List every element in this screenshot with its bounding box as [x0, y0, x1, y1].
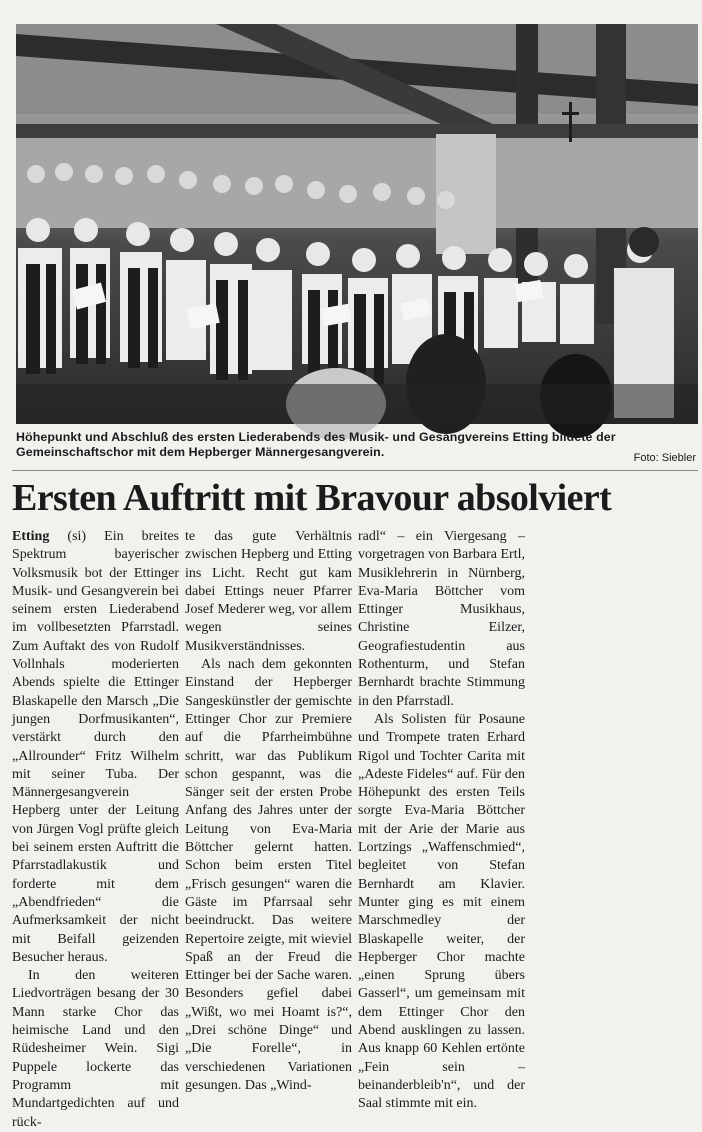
article-headline: Ersten Auftritt mit Bravour absolviert — [12, 477, 612, 519]
photo-credit: Foto: Siebler — [633, 452, 696, 464]
dateline: Etting — [12, 529, 50, 544]
section-divider — [12, 470, 698, 471]
paragraph: Als nach dem gekonnten Einstand der Hepberger Sangeskünstler der gemischte Ettinger Chor zur Premiere auf die Pfarrheimbühne schritt, war das Publikum schon gespannt, was die Sänger seit der ersten Probe Anfang des Jahres unter der Leitung von Eva-Maria Böttcher gelernt hatten. Schon beim ersten Titel „Frisch gesungen“ waren die Gäste im Pfarrsaal sehr beeindruckt. Das weitere Repertoire zeigte, mit wieviel Spaß an der Freud die Ettinger bei der Sache waren. Besonders gefiel dabei „Wißt, wo mei Hoamt is?“, „Drei schöne Dinge“ und „Die Forelle“, in verschiedenen Variationen gesungen. Das „Wind- — [185, 657, 352, 1093]
paragraph: te das gute Verhältnis zwischen Hepberg und Etting ins Licht. Recht gut kam dabei Ettings neuer Pfarrer Josef Mederer weg, vor allem wegen seines Musikverständnisses. — [185, 529, 352, 654]
choir-photo — [16, 24, 698, 424]
article-column-3 — [358, 528, 525, 1112]
photo-caption: Höhepunkt und Abschluß des ersten Liederabends des Musik- und Gesangvereins Etting bildete der Gemeinschaftschor mit dem Hepberger Männergesangverein. — [16, 430, 616, 459]
article-body — [12, 528, 698, 1130]
article-column-2 — [185, 528, 352, 1093]
paragraph: radl“ – ein Viergesang – vorgetragen von Barbara Ertl, Musiklehrerin in Nürnberg, Eva-Maria Böttcher vom Ettinger Musikhaus, Christine Eilzer, Geografiestudentin aus Rothenturm, und Stefan Bernhardt brachte Stimmung in den Pfarrstadl. — [358, 529, 525, 709]
paragraph — [12, 528, 179, 967]
article-column-1 — [12, 528, 179, 1130]
choir-photo-drawing — [16, 24, 698, 424]
paragraph: In den weiteren Liedvorträgen besang der 30 Mann starke Chor das heimische Land und den Rüdesheimer Wein. Sigi Puppele lockerte das Programm mit Mundartgedichten auf und rück- — [12, 968, 179, 1130]
paragraph: Als Solisten für Posaune und Trompete traten Erhard Rigol und Tochter Carita mit „Adeste Fideles“ auf. Für den Höhepunkt des ersten Teils sorgte Eva-Maria Böttcher mit der Arie der Marie aus Lortzings „Waffenschmied“, begleitet von Stefan Bernhardt am Klavier. Munter ging es mit einem Marschmedley der Blaskapelle weiter, der Hepberger Chor machte „einen Sprung übers Gasserl“, um gemeinsam mit dem Ettinger Chor den Abend ausklingen zu lassen. Aus knapp 60 Kehlen ertönte „Fein sein – beinanderbleib'n“, und der Saal stimmte mit ein. — [358, 711, 525, 1112]
paragraph-text: (si) Ein breites Spektrum bayerischer Volksmusik bot der Ettinger Musik- und Gesangverein bei seinem ersten Liederabend im vollbesetzten Pfarrstadl. Zum Auftakt des von Rudolf Vollnhals moderierten Abends spielte die Ettinger Blaskapelle den Marsch „Die jungen Dorfmusikanten“, verstärkt durch den „Allrounder“ Fritz Wilhelm mit seiner Tuba. Der Männergesangverein Hepberg unter der Leitung von Jürgen Vogl prüfte gleich bei seinem ersten Auftritt die Pfarrstadlakustik und forderte mit dem „Abendfrieden“ die Aufmerksamkeit der nicht mit Beifall geizenden Besucher heraus. — [12, 529, 179, 965]
